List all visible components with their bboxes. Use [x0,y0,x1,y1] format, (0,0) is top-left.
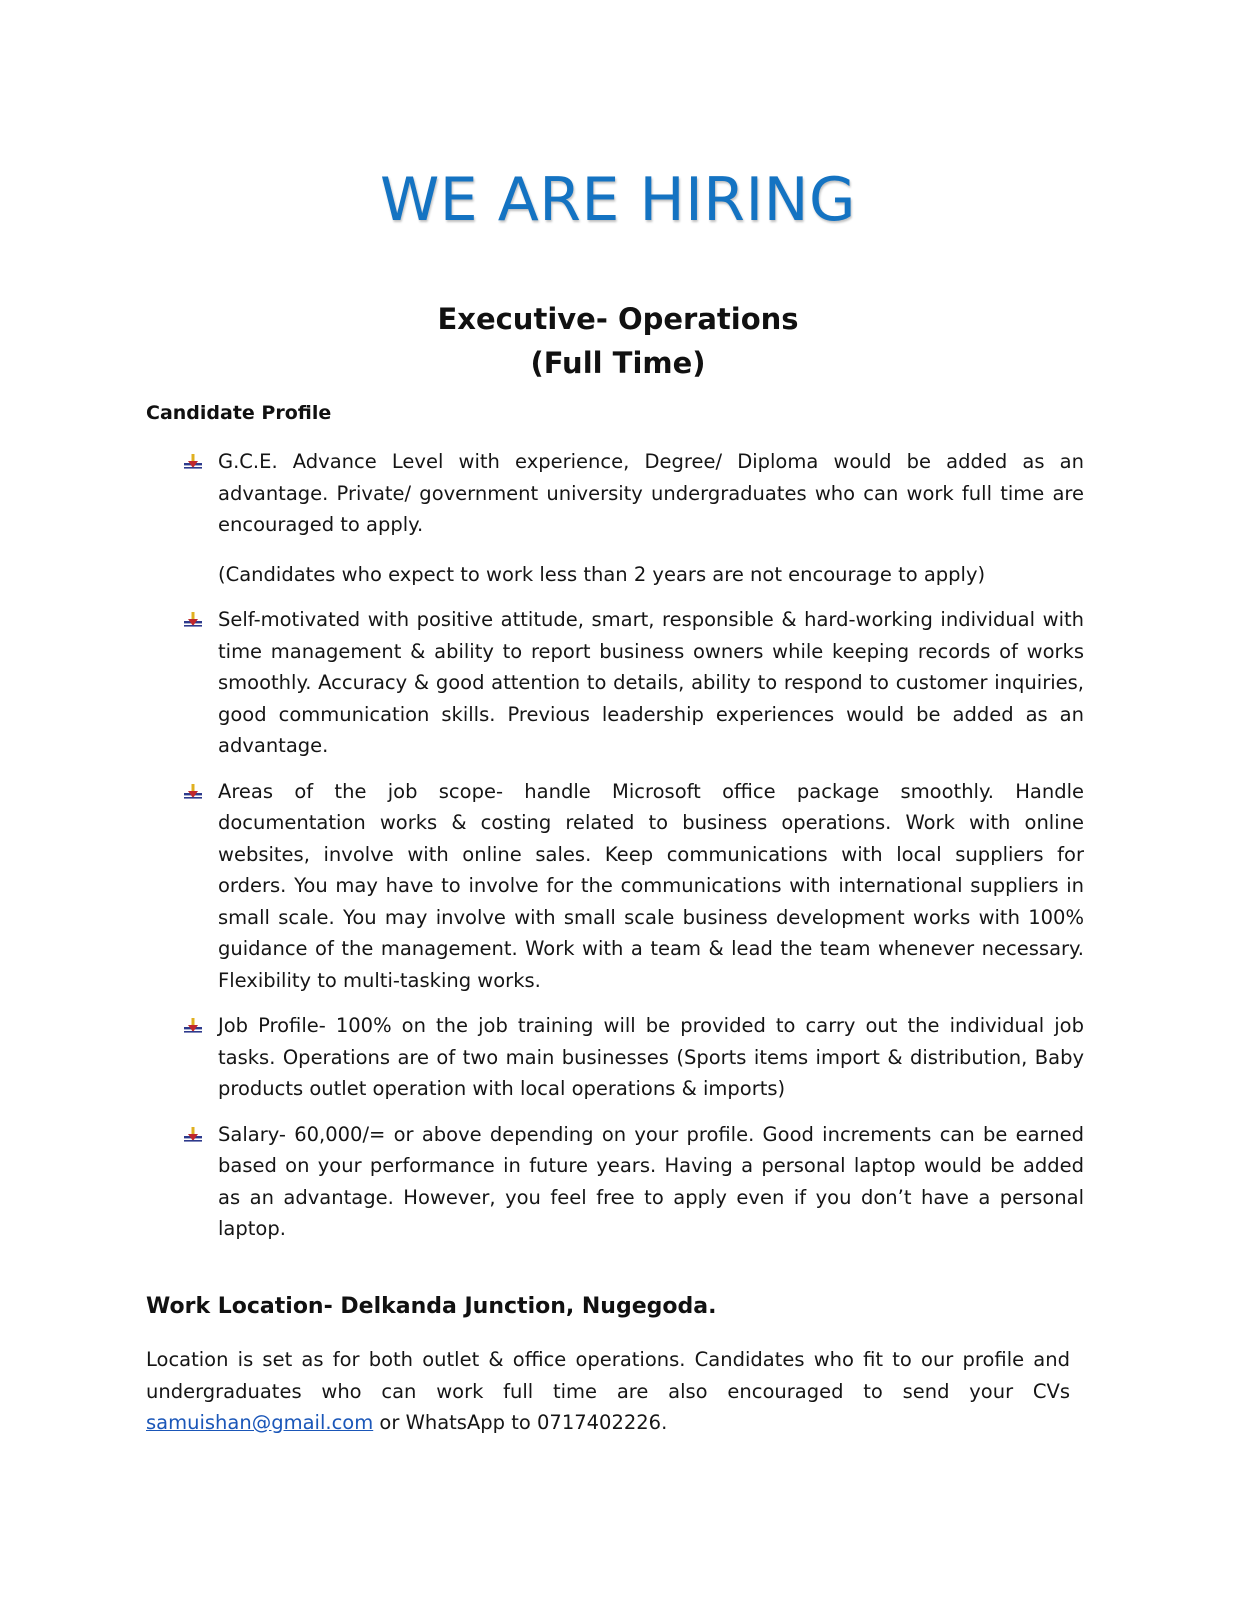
work-location-heading: Work Location- Delkanda Junction, Nugegoda. [146,1294,717,1319]
work-location-text [146,1344,1070,1439]
list-item [182,1119,1084,1245]
job-title-line-2: (Full Time) [530,346,706,380]
bullet-text: Salary- 60,000/= or above depending on your profile. Good increments can be earned based on your performance in future years. Having a personal laptop would be added as an advantage. However, you feel free to apply even if you don’t have a personal laptop. [218,1122,1084,1240]
arrow-down-bullet-icon [182,784,204,802]
candidate-profile-list [182,446,1084,1259]
location-text-after: or WhatsApp to 0717402226. [373,1411,668,1434]
bullet-text: G.C.E. Advance Level with experience, Degree/ Diploma would be added as an advantage. Private/ government university undergraduates who can work full time are encouraged to apply. [218,450,1084,536]
bullet-text: Self-motivated with positive attitude, smart, responsible & hard-working individual with time management & ability to report business owners while keeping records of works smoothly. Accuracy & good attention to details, ability to respond to customer inquiries, good communication skills. Previous leadership experiences would be added as an advantage. [218,608,1084,757]
arrow-down-bullet-icon [182,1127,204,1145]
candidate-profile-heading: Candidate Profile [146,402,332,424]
arrow-down-bullet-icon [182,454,204,472]
arrow-down-bullet-icon [182,612,204,630]
email-link[interactable]: samuishan@gmail.com [146,1411,374,1434]
arrow-down-bullet-icon [182,1018,204,1036]
list-item [182,446,1084,590]
bullet-text: Job Profile- 100% on the job training will be provided to carry out the individual job tasks. Operations are of two main businesses (Sports items import & distribution, Baby products outlet operation with local operations & imports) [218,1014,1084,1100]
hiring-title: WE ARE HIRING [379,165,857,235]
job-title [0,297,1236,385]
location-text-before: Location is set as for both outlet & office operations. Candidates who fit to our profile and undergraduates who can work full time are also encouraged to send your CVs [146,1348,1070,1403]
bullet-text: Areas of the job scope- handle Microsoft office package smoothly. Handle documentation works & costing related to business operations. Work with online websites, involve with online sales. Keep communications with local suppliers for orders. You may have to involve for the communications with international suppliers in small scale. You may involve with small scale business development works with 100% guidance of the management. Work with a team & lead the team whenever necessary. Flexibility to multi-tasking works. [218,779,1084,992]
bullet-note: (Candidates who expect to work less than 2 years are not encourage to apply) [218,562,986,586]
list-item [182,776,1084,997]
job-title-line-1: Executive- Operations [437,302,799,336]
list-item [182,604,1084,762]
list-item [182,1010,1084,1105]
